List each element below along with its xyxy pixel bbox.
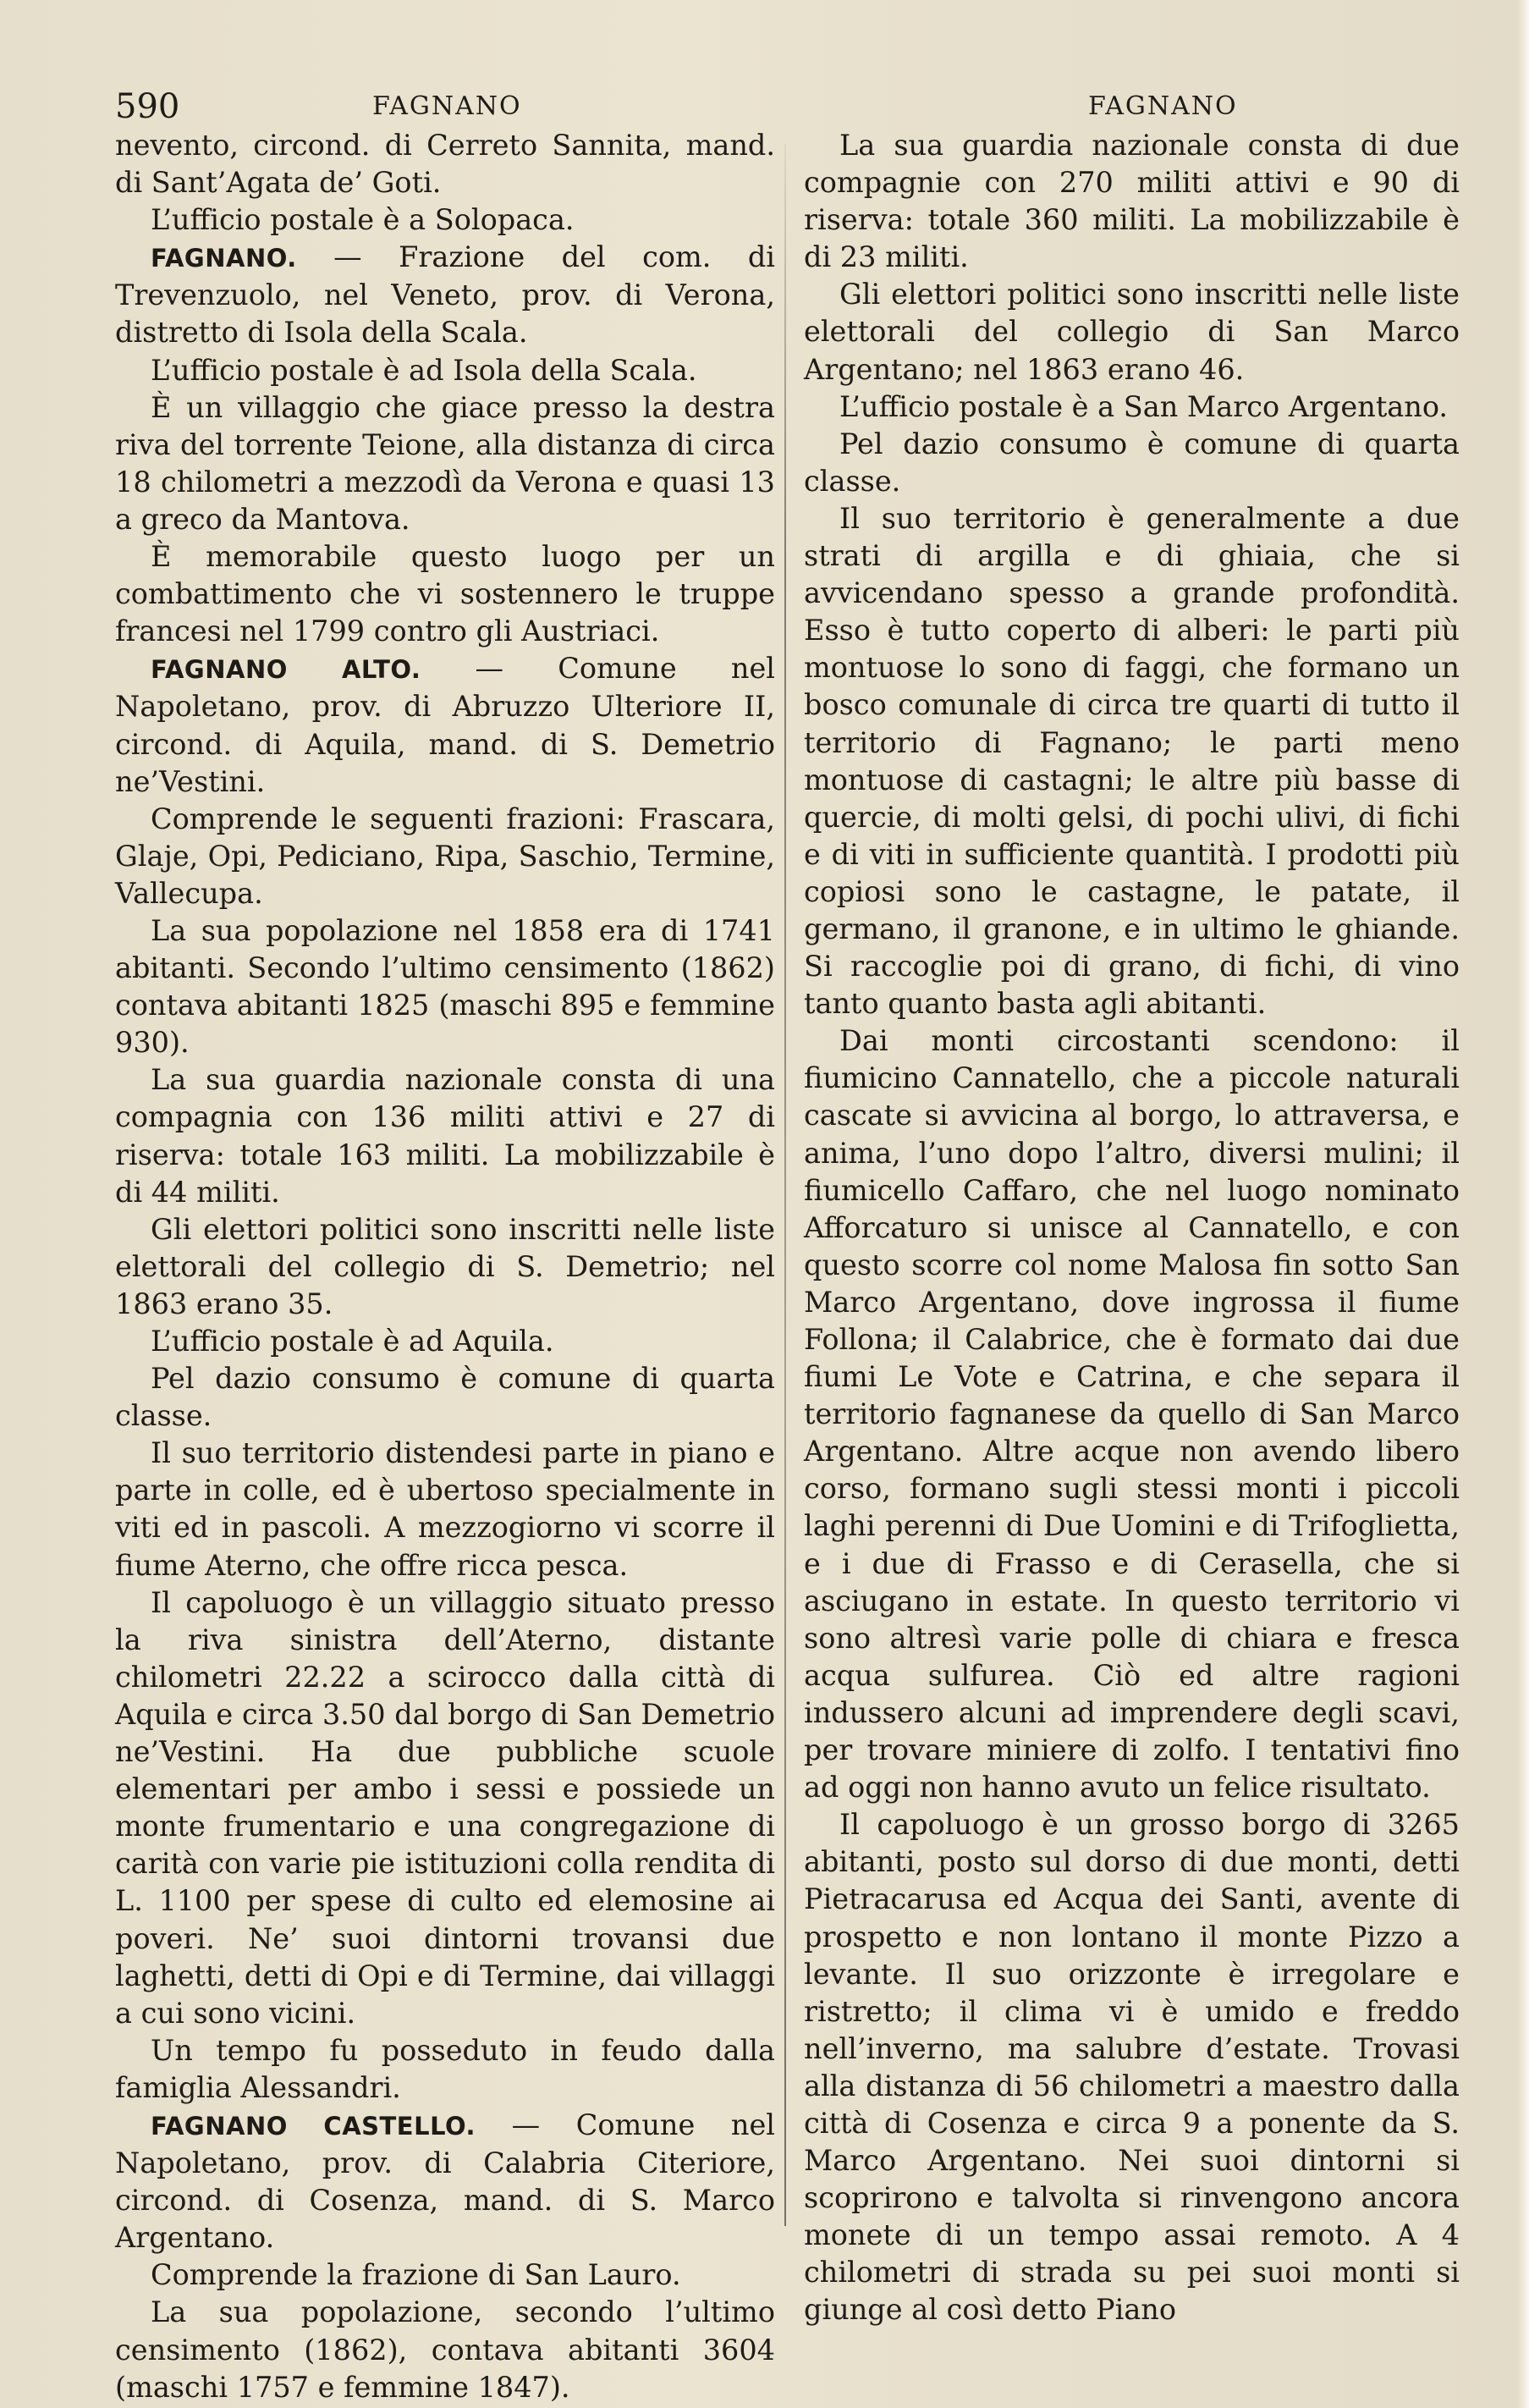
entry-title: FAGNANO CASTELLO. xyxy=(151,2111,476,2141)
paragraph: Pel dazio consumo è comune di quarta classe. xyxy=(804,427,1460,498)
right-column xyxy=(804,127,1460,2329)
column-divider xyxy=(784,144,786,2226)
entry-text: — Comune nel Napoletano, prov. di Calabria Citeriore, circond. di Cosenza, mand. di S. Marco Argentano. xyxy=(115,2108,776,2255)
paragraph: nevento, circond. di Cerreto Sannita, mand. di Sant’Agata de’ Goti. xyxy=(115,129,775,200)
paragraph: L’ufficio postale è a San Marco Argentano. xyxy=(839,389,1449,423)
running-title-right: FAGNANO xyxy=(1088,91,1238,121)
paragraph: La sua popolazione, secondo l’ultimo censimento (1862), contava abitanti 3604 (maschi 1757 e femmine 1847). xyxy=(115,2295,775,2404)
page-number: 590 xyxy=(115,87,180,126)
entry-text: — Frazione del com. di Trevenzuolo, nel Veneto, prov. di Verona, distretto di Isola della Scala. xyxy=(115,240,775,350)
paragraph: Gli elettori politici sono inscritti nelle liste elettorali del collegio di San Marco Argentano; nel 1863 erano 46. xyxy=(804,278,1460,386)
entry-text: — Comune nel Napoletano, prov. di Abruzzo Ulteriore II, circond. di Aquila, mand. di S. Demetrio ne’Vestini. xyxy=(115,652,775,798)
paragraph: L’ufficio postale è ad Isola della Scala. xyxy=(151,353,697,387)
paragraph: Comprende la frazione di San Lauro. xyxy=(151,2258,681,2292)
entry-fagnano-castello xyxy=(115,2107,775,2256)
paragraph: La sua guardia nazionale consta di due compagnie con 270 militi attivi e 90 di riserva: totale 360 militi. La mobilizzabile è di 23 militi. xyxy=(804,129,1460,274)
page-edge xyxy=(1517,0,1529,2408)
paragraph: Dai monti circostanti scendono: il fiumicino Cannatello, che a piccole naturali cascate si avvicina al borgo, lo attraversa, e anima, l’uno dopo l’altro, diversi mulini; il fiumicello Caffaro, che nel luogo nominato Afforcaturo si unisce al Cannatello, e con questo scorre col nome Malosa fin sotto San Marco Argentano, dove ingrossa il fiume Follona; il Calabrice, che è formato dai due fiumi Le Vote e Catrina, e che separa il territorio fagnanese da quello di San Marco Argentano. Altre acque non avendo libero corso, formano sugli stessi monti i piccoli laghi perenni di Due Uomini e di Trifoglietta, e i due di Frasso e di Cerasella, che si asciugano in estate. In questo territorio vi sono altresì varie polle di chiara e fresca acqua sulfurea. Ciò ed altre ragioni indussero alcuni ad imprendere degli scavi, per trovare miniere di zolfo. I tentativi fino ad oggi non hanno avuto un felice risultato. xyxy=(804,1024,1460,1805)
paragraph: Il capoluogo è un villaggio situato presso la riva sinistra dell’Aterno, distante chilometri 22.22 a scirocco dalla città di Aquila e circa 3.50 dal borgo di San Demetrio ne’Vestini. Ha due pubbliche scuole elementari per ambo i sessi e possiede un monte frumentario e una congregazione di carità con varie pie istituzioni colla rendita di L. 1100 per spese di culto ed elemosine ai poveri. Ne’ suoi dintorni trovansi due laghetti, detti di Opi e di Termine, dai villaggi a cui sono vicini. xyxy=(115,1585,775,2030)
paragraph: La sua guardia nazionale consta di una compagnia con 136 militi attivi e 27 di riserva: totale 163 militi. La mobilizzabile è di 44 militi. xyxy=(115,1063,775,1209)
paragraph: È memorabile questo luogo per un combattimento che vi sostennero le truppe francesi nel 1799 contro gli Austriaci. xyxy=(115,540,775,648)
entry-fagnano xyxy=(115,239,775,351)
paragraph: Un tempo fu posseduto in feudo dalla famiglia Alessandri. xyxy=(115,2033,775,2104)
paragraph: Il capoluogo è un grosso borgo di 3265 abitanti, posto sul dorso di due monti, detti Pietracarusa ed Acqua dei Santi, avente di prospetto e non lontano il monte Pizzo a levante. Il suo orizzonte è irregolare e ristretto; il clima vi è umido e freddo nell’inverno, ma salubre d’estate. Trovasi alla distanza di 56 chilometri a maestro dalla città di Cosenza e circa 9 a ponente da S. Marco Argentano. Nei suoi dintorni si scoprirono e talvolta si rinvengono ancora monete di un tempo assai remoto. A 4 chilometri di strada su pei suoi monti si giunge al così detto Piano xyxy=(804,1808,1460,2327)
left-column xyxy=(115,127,775,2406)
entry-fagnano-alto xyxy=(115,650,775,800)
paragraph: Il suo territorio è generalmente a due strati di argilla e di ghiaia, che si avvicendano spesso a grande profondità. Esso è tutto coperto di alberi: le parti più montuose lo sono di faggi, che formano un bosco comunale di circa tre quarti di tutto il territorio di Fagnano; le parti meno montuose di castagni; le altre più basse di quercie, di molti gelsi, di pochi ulivi, di fichi e di viti in sufficiente quantità. I prodotti più copiosi sono le castagne, le patate, il germano, il granone, e in ultimo le ghiande. Si raccoglie poi di grano, di fichi, di vino tanto quanto basta agli abitanti. xyxy=(804,501,1460,1021)
paragraph: La sua popolazione nel 1858 era di 1741 abitanti. Secondo l’ultimo censimento (1862) contava abitanti 1825 (maschi 895 e femmine 930). xyxy=(115,913,775,1060)
entry-title: FAGNANO ALTO. xyxy=(151,655,421,685)
entry-title: FAGNANO. xyxy=(151,244,297,273)
paragraph: Comprende le seguenti frazioni: Frascara, Glaje, Opi, Pediciano, Ripa, Saschio, Termine, Vallecupa. xyxy=(115,802,775,910)
running-title-left: FAGNANO xyxy=(372,91,522,121)
paragraph: Pel dazio consumo è comune di quarta classe. xyxy=(115,1362,775,1433)
paragraph: Il suo territorio distendesi parte in piano e parte in colle, ed è ubertoso specialmente in viti ed in pascoli. A mezzogiorno vi scorre il fiume Aterno, che offre ricca pesca. xyxy=(115,1436,775,1582)
paragraph: Gli elettori politici sono inscritti nelle liste elettorali del collegio di S. Demetrio; nel 1863 erano 35. xyxy=(115,1212,775,1320)
paragraph: L’ufficio postale è a Solopaca. xyxy=(151,203,575,237)
paragraph: È un villaggio che giace presso la destra riva del torrente Teione, alla distanza di circa 18 chilometri a mezzodì da Verona e quasi 13 a greco da Mantova. xyxy=(115,390,775,536)
paragraph: L’ufficio postale è ad Aquila. xyxy=(151,1325,554,1358)
